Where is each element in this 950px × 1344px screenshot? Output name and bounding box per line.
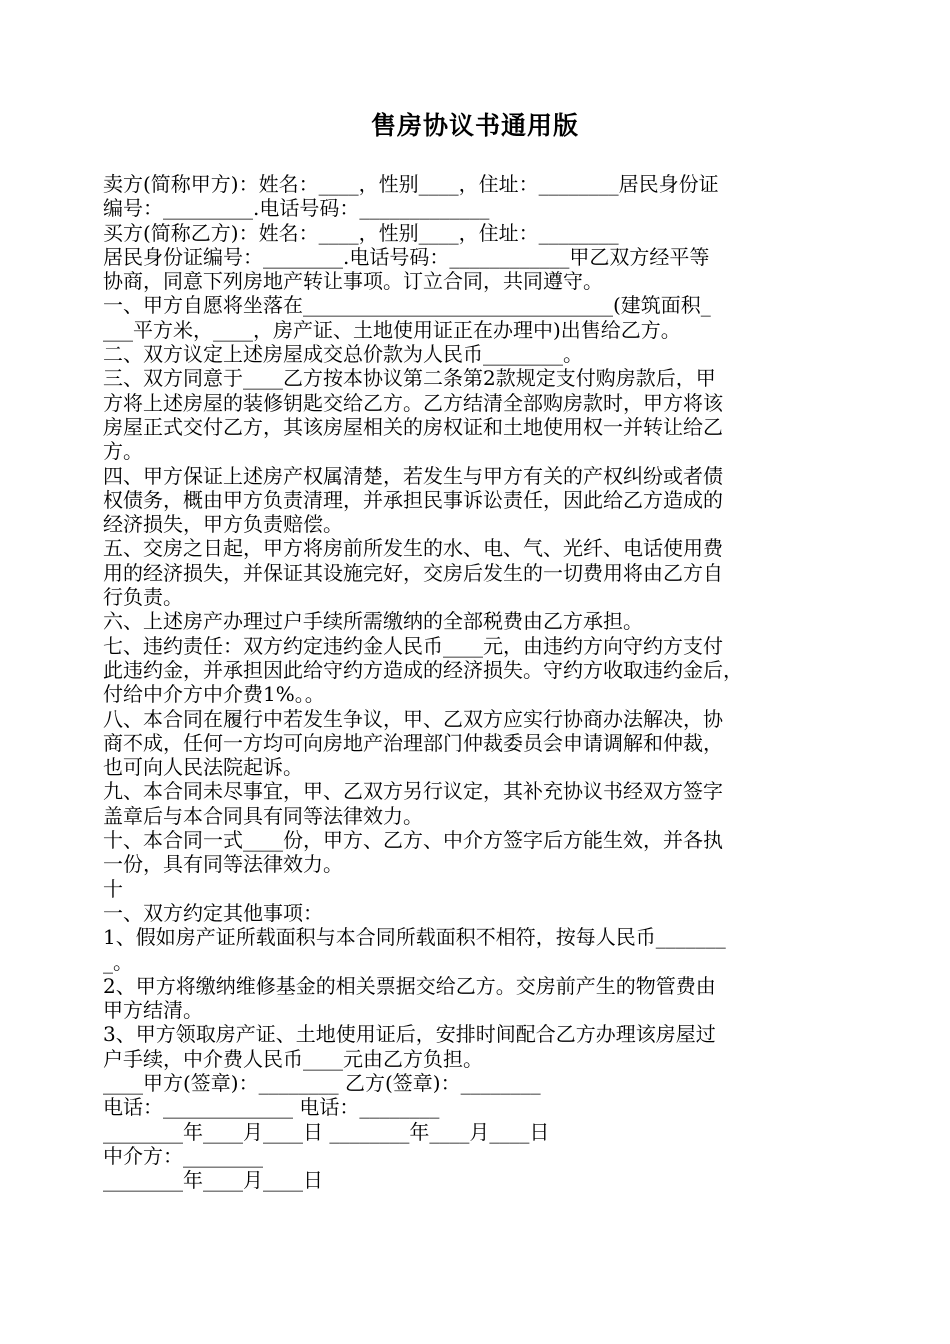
body-line: _。 [103,949,133,974]
body-line: 电话：_____________ 电话：________ [103,1095,440,1120]
body-line: 八、本合同在履行中若发生争议，甲、乙双方应实行协商办法解决，协 [103,706,723,731]
body-line: 经济损失，甲方负责赔偿。 [103,512,343,537]
document-title: 售房协议书通用版 [370,111,579,140]
body-line: 二、双方议定上述房屋成交总价款为人民币________。 [103,342,583,367]
body-line: 房屋正式交付乙方，其该房屋相关的房权证和土地使用权一并转让给乙 [103,414,723,439]
body-line: ____甲方(签章)：________ 乙方(签章)：________ [103,1070,541,1095]
body-line: 3、甲方领取房产证、土地使用证后，安排时间配合乙方办理该房屋过 [103,1022,716,1047]
body-line: 买方(简称乙方)：姓名：____，性别____，住址：________ [103,220,619,245]
body-line: 1、假如房产证所载面积与本合同所载面积不相符，按每人民币_______ [103,925,726,950]
body-line: 此违约金，并承担因此给守约方造成的经济损失。守约方收取违约金后， [103,657,743,682]
body-line: 行负责。 [103,585,183,610]
body-line: 户手续，中介费人民币____元由乙方负担。 [103,1046,483,1071]
document-body [103,172,863,1192]
body-line: 用的经济损失，并保证其设施完好，交房后发生的一切费用将由乙方自 [103,560,723,585]
body-line: 盖章后与本合同具有同等法律效力。 [103,803,423,828]
body-line: 三、双方同意于____乙方按本协议第二条第2款规定支付购房款后，甲 [103,366,716,391]
body-line: ________年____月____日 ________年____月____日 [103,1119,550,1144]
body-line: 方。 [103,439,143,464]
body-line: ___平方米，____，房产证、土地使用证正在办理中)出售给乙方。 [103,317,681,342]
body-line: 也可向人民法院起诉。 [103,755,303,780]
body-line: 一、甲方自愿将坐落在_______________________________(建筑面积_ [103,293,711,318]
body-line: 商不成，任何一方均可向房地产治理部门仲裁委员会申请调解和仲裁， [103,730,723,755]
body-line: 编号：_________.电话号码：_____________ [103,196,490,221]
body-line: 四、甲方保证上述房产权属清楚，若发生与甲方有关的产权纠纷或者债 [103,463,723,488]
body-line: 2、甲方将缴纳维修基金的相关票据交给乙方。交房前产生的物管费由 [103,973,716,998]
body-line: 一、双方约定其他事项： [103,900,323,925]
body-line: 九、本合同未尽事宜，甲、乙双方另行议定，其补充协议书经双方签字 [103,779,723,804]
body-line: 一份，具有同等法律效力。 [103,852,343,877]
body-line: 中介方：________ [103,1143,263,1168]
body-line: 权债务，概由甲方负责清理，并承担民事诉讼责任，因此给乙方造成的 [103,487,723,512]
body-line: 五、交房之日起，甲方将房前所发生的水、电、气、光纤、电话使用费 [103,536,723,561]
body-line: 付给中介方中介费1%。。 [103,682,325,707]
body-line: 十 [103,876,123,901]
body-line: 协商，同意下列房地产转让事项。订立合同，共同遵守。 [103,269,603,294]
body-line: 七、违约责任：双方约定违约金人民币____元，由违约方向守约方支付 [103,633,723,658]
body-line: 居民身份证编号：________.电话号码：____________甲乙双方经平等 [103,244,710,269]
body-line: 十、本合同一式____份，甲方、乙方、中介方签字后方能生效，并各执 [103,828,723,853]
body-line: 甲方结清。 [103,998,203,1023]
body-line: 六、上述房产办理过户手续所需缴纳的全部税费由乙方承担。 [103,609,643,634]
body-line: 卖方(简称甲方)：姓名：____，性别____，住址：________居民身份证 [103,172,719,196]
body-line: 方将上述房屋的装修钥匙交给乙方。乙方结清全部购房款时，甲方将该 [103,390,723,415]
body-line: ________年____月____日 [103,1168,323,1193]
